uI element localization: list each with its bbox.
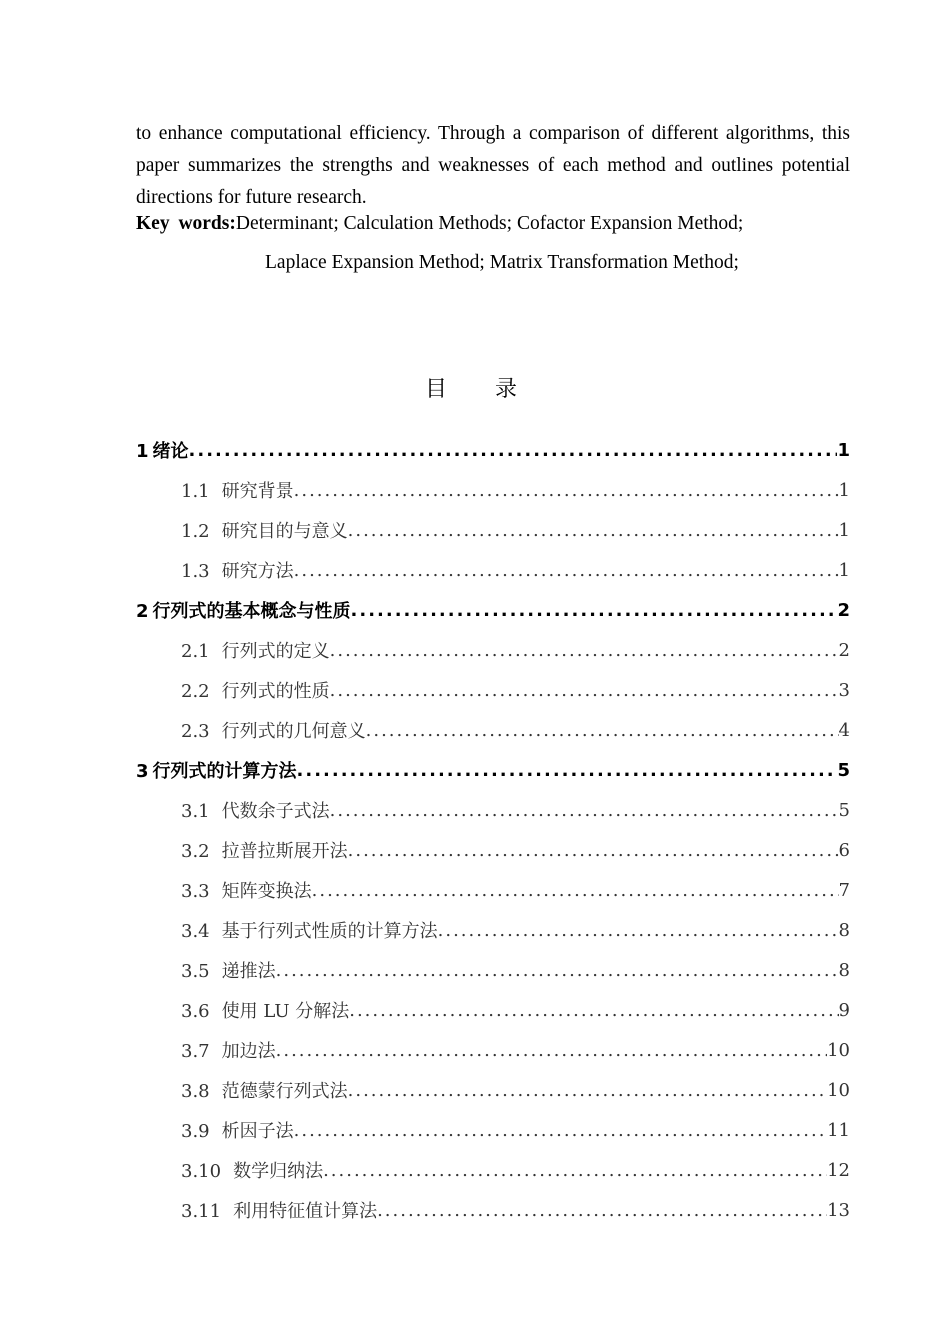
toc-entry-number: 2.2 bbox=[181, 681, 210, 702]
toc-section-row[interactable] bbox=[136, 470, 850, 510]
toc-leader-dots bbox=[348, 1080, 827, 1101]
toc-entry-title: 行列式的性质 bbox=[221, 681, 330, 702]
toc-leader-dots bbox=[276, 960, 839, 981]
toc-section-row[interactable] bbox=[136, 1150, 850, 1190]
toc-section-row[interactable] bbox=[136, 1070, 850, 1110]
toc-entry-number: 3.10 bbox=[181, 1161, 222, 1182]
toc-section-row[interactable] bbox=[136, 550, 850, 590]
toc-entry-title: 研究方法 bbox=[221, 561, 294, 582]
toc-entry-number: 3.2 bbox=[181, 841, 210, 862]
toc-entry-label bbox=[136, 437, 189, 463]
toc-section-row[interactable] bbox=[136, 990, 850, 1030]
toc-entry-label bbox=[181, 797, 330, 823]
toc-entry-number: 3.11 bbox=[181, 1201, 222, 1222]
toc-entry-title: 行列式的几何意义 bbox=[221, 721, 366, 742]
toc-page-number: 8 bbox=[838, 919, 850, 941]
toc-entry-number: 3.7 bbox=[181, 1041, 210, 1062]
toc-page-number: 6 bbox=[838, 839, 850, 861]
toc-page-number: 7 bbox=[838, 879, 850, 901]
toc-entry-title: 范德蒙行列式法 bbox=[221, 1081, 348, 1102]
toc-entry-title: 递推法 bbox=[221, 961, 276, 982]
toc-leader-dots bbox=[366, 720, 839, 741]
keywords-text-1: Determinant; Calculation Methods; Cofactor Expansion Method; bbox=[235, 213, 744, 234]
toc-entry-title: 加边法 bbox=[221, 1041, 276, 1062]
toc-leader-dots bbox=[377, 1200, 827, 1221]
toc-leader-dots bbox=[438, 920, 839, 941]
toc-leader-dots bbox=[349, 1000, 838, 1021]
toc-leader-dots bbox=[348, 840, 839, 861]
toc-entry-label bbox=[181, 517, 348, 543]
toc-entry-title: 行列式的基本概念与性质 bbox=[152, 601, 351, 622]
toc-entry-title: 行列式的计算方法 bbox=[152, 761, 297, 782]
toc-page-number: 8 bbox=[838, 959, 850, 981]
toc-leader-dots bbox=[323, 1160, 827, 1181]
toc-page-number: 3 bbox=[838, 679, 850, 701]
toc-title: 目录 bbox=[424, 377, 565, 402]
toc-page-number: 13 bbox=[827, 1199, 850, 1221]
toc-leader-dots bbox=[276, 1040, 827, 1061]
toc-entry-number: 1.1 bbox=[181, 481, 210, 502]
toc-entry-number: 2.3 bbox=[181, 721, 210, 742]
toc-leader-dots bbox=[351, 600, 838, 621]
keywords-label: Key words: bbox=[136, 213, 236, 234]
toc-section-row[interactable] bbox=[136, 670, 850, 710]
abstract-text: to enhance computational efficiency. Through a comparison of different algorithms, this paper summarizes the strengths and weaknesses of each method and outlines potential directions for future research. bbox=[136, 123, 850, 208]
toc-section-row[interactable] bbox=[136, 870, 850, 910]
toc-entry-number: 3.8 bbox=[181, 1081, 210, 1102]
toc-entry-label bbox=[181, 637, 330, 663]
toc-page-number: 4 bbox=[838, 719, 850, 741]
toc-leader-dots bbox=[294, 480, 839, 501]
toc-section-row[interactable] bbox=[136, 630, 850, 670]
toc-leader-dots bbox=[189, 440, 838, 461]
toc-entry-number: 3.1 bbox=[181, 801, 210, 822]
toc-entry-number: 3.3 bbox=[181, 881, 210, 902]
abstract-continuation bbox=[136, 118, 850, 214]
toc-entry-number: 2.1 bbox=[181, 641, 210, 662]
toc-section-row[interactable] bbox=[136, 1190, 850, 1230]
toc-entry-number: 3.6 bbox=[181, 1001, 210, 1022]
toc-section-row[interactable] bbox=[136, 710, 850, 750]
toc-leader-dots bbox=[294, 560, 839, 581]
toc-entry-label bbox=[136, 597, 351, 623]
toc-leader-dots bbox=[297, 760, 838, 781]
toc-entry-label bbox=[181, 677, 330, 703]
toc-page-number: 9 bbox=[838, 999, 850, 1021]
toc-chapter-row[interactable] bbox=[136, 430, 850, 470]
toc-entry-label bbox=[181, 837, 348, 863]
toc-page-number: 10 bbox=[827, 1039, 850, 1061]
toc-entry-title: 利用特征值计算法 bbox=[233, 1201, 378, 1222]
toc-entry-title: 基于行列式性质的计算方法 bbox=[221, 921, 438, 942]
toc-entry-title: 绪论 bbox=[152, 441, 189, 462]
table-of-contents bbox=[136, 430, 850, 1230]
toc-entry-label bbox=[181, 1197, 377, 1223]
toc-entry-number: 3 bbox=[136, 761, 149, 782]
toc-leader-dots bbox=[312, 880, 839, 901]
toc-entry-number: 3.5 bbox=[181, 961, 210, 982]
toc-entry-label bbox=[136, 757, 297, 783]
toc-entry-label bbox=[181, 957, 276, 983]
toc-entry-label bbox=[181, 1157, 323, 1183]
toc-leader-dots bbox=[294, 1120, 827, 1141]
toc-entry-title: 拉普拉斯展开法 bbox=[221, 841, 348, 862]
toc-page-number: 10 bbox=[827, 1079, 850, 1101]
toc-entry-number: 1 bbox=[136, 441, 149, 462]
toc-section-row[interactable] bbox=[136, 510, 850, 550]
toc-page-number: 1 bbox=[838, 479, 850, 501]
toc-section-row[interactable] bbox=[136, 830, 850, 870]
toc-entry-label bbox=[181, 477, 294, 503]
toc-entry-title: 数学归纳法 bbox=[233, 1161, 324, 1182]
toc-entry-label bbox=[181, 997, 349, 1023]
toc-entry-label bbox=[181, 1077, 348, 1103]
toc-entry-label bbox=[181, 1117, 294, 1143]
toc-leader-dots bbox=[348, 520, 839, 541]
toc-entry-number: 1.3 bbox=[181, 561, 210, 582]
toc-entry-label bbox=[181, 717, 366, 743]
toc-entry-label bbox=[181, 877, 312, 903]
toc-entry-label bbox=[181, 557, 294, 583]
toc-entry-number: 3.9 bbox=[181, 1121, 210, 1142]
toc-entry-title: 代数余子式法 bbox=[221, 801, 330, 822]
toc-page-number: 2 bbox=[838, 639, 850, 661]
toc-section-row[interactable] bbox=[136, 1110, 850, 1150]
keywords-line-1 bbox=[136, 209, 743, 239]
toc-entry-number: 2 bbox=[136, 601, 149, 622]
toc-entry-title: 研究目的与意义 bbox=[221, 521, 348, 542]
toc-entry-number: 1.2 bbox=[181, 521, 210, 542]
toc-leader-dots bbox=[330, 680, 839, 701]
toc-page-number: 12 bbox=[827, 1159, 850, 1181]
toc-entry-label bbox=[181, 1037, 276, 1063]
toc-entry-number: 3.4 bbox=[181, 921, 210, 942]
toc-entry-title: 行列式的定义 bbox=[221, 641, 330, 662]
toc-entry-title: 矩阵变换法 bbox=[221, 881, 312, 902]
toc-chapter-row[interactable] bbox=[136, 590, 850, 630]
toc-entry-title: 使用 LU 分解法 bbox=[221, 1001, 350, 1022]
toc-leader-dots bbox=[330, 800, 839, 821]
toc-page-number: 2 bbox=[837, 599, 850, 621]
toc-leader-dots bbox=[330, 640, 839, 661]
toc-section-row[interactable] bbox=[136, 910, 850, 950]
toc-page-number: 1 bbox=[837, 439, 850, 461]
toc-section-row[interactable] bbox=[136, 790, 850, 830]
toc-entry-label bbox=[181, 917, 438, 943]
toc-section-row[interactable] bbox=[136, 1030, 850, 1070]
toc-chapter-row[interactable] bbox=[136, 750, 850, 790]
toc-entry-title: 研究背景 bbox=[221, 481, 294, 502]
toc-page-number: 1 bbox=[838, 559, 850, 581]
toc-entry-title: 析因子法 bbox=[221, 1121, 294, 1142]
toc-section-row[interactable] bbox=[136, 950, 850, 990]
toc-page-number: 5 bbox=[837, 759, 850, 781]
toc-page-number: 5 bbox=[838, 799, 850, 821]
toc-page-number: 11 bbox=[827, 1119, 850, 1141]
toc-page-number: 1 bbox=[838, 519, 850, 541]
keywords-line-2: Laplace Expansion Method; Matrix Transformation Method; bbox=[265, 252, 739, 273]
